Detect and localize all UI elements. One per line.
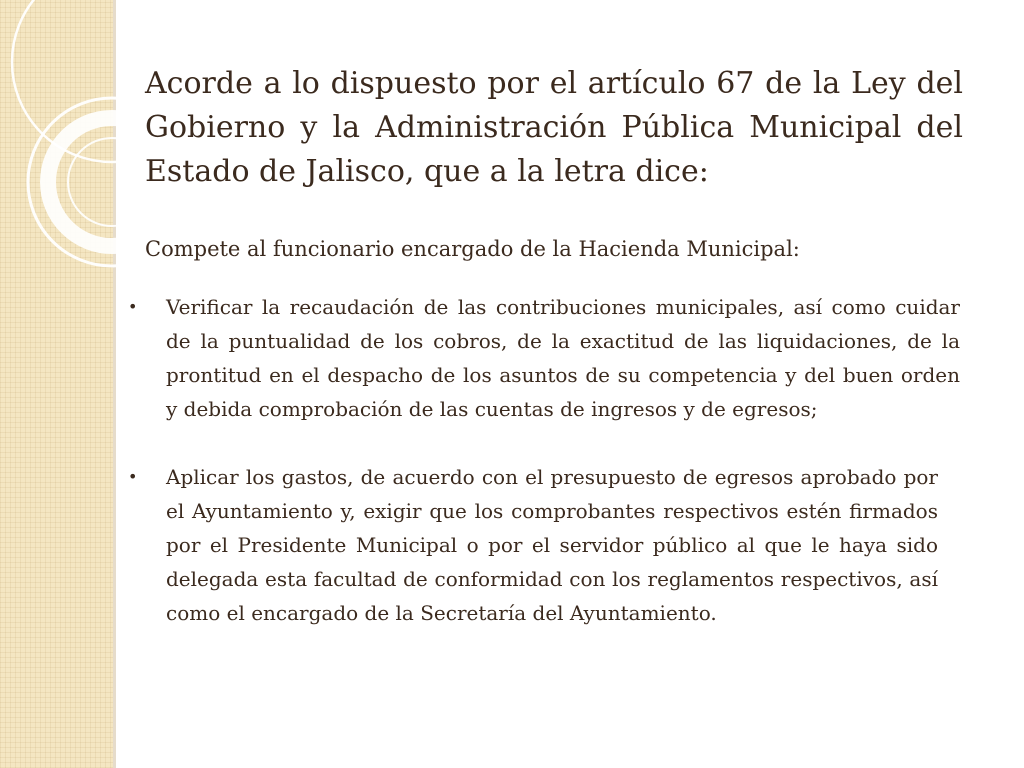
- bullet-item: [120, 460, 960, 630]
- slide-title: Acorde a lo dispuesto por el artículo 67 de la Ley del Gobierno y la Administración Pública Municipal del Estado de Jalisco, que a la letra dice:: [145, 66, 963, 189]
- bullet-text: Verificar la recaudación de las contribuciones municipales, así como cuidar de la puntualidad de los cobros, de la exactitud de las liquidaciones, de la prontitud en el despacho de los asuntos de su competencia y del buen orden y debida comprobación de las cuentas de ingresos y de egresos;: [166, 295, 960, 421]
- bullet-icon: •: [128, 467, 138, 486]
- decorative-circles: [0, 0, 130, 330]
- bullet-list: [120, 290, 960, 630]
- slide-subtitle: Compete al funcionario encargado de la Hacienda Municipal:: [145, 237, 800, 261]
- bullet-item: [120, 290, 960, 426]
- bullet-text: Aplicar los gastos, de acuerdo con el presupuesto de egresos aprobado por el Ayuntamiento y, exigir que los comprobantes respectivos estén firmados por el Presidente Municipal o por el servidor público al que le haya sido delegada esta facultad de conformidad con los reglamentos respectivos, así como el encargado de la Secretaría del Ayuntamiento.: [166, 465, 938, 625]
- bullet-icon: •: [128, 297, 138, 316]
